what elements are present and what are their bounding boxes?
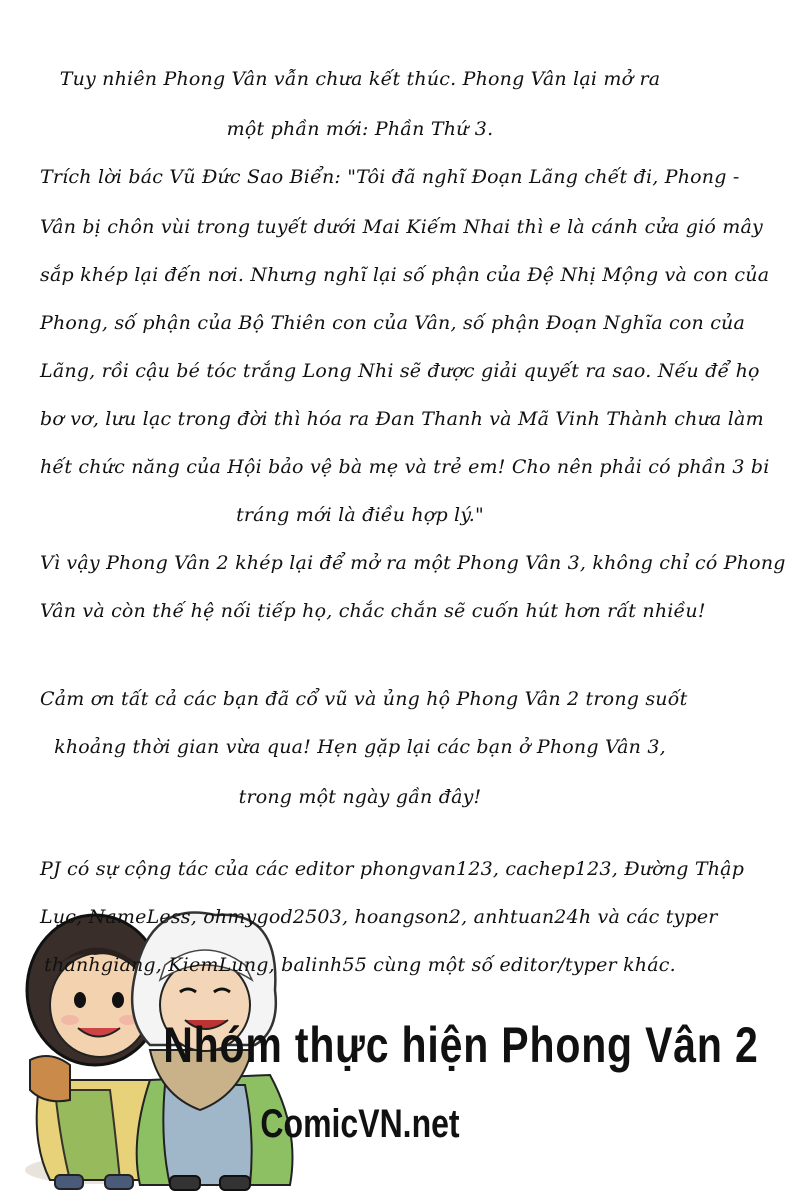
text-line: tráng mới là điều hợp lý." (236, 504, 484, 526)
text-line: sắp khép lại đến nơi. Nhưng nghĩ lại số phận của Đệ Nhị Mộng và con của (40, 264, 770, 286)
text-line: khoảng thời gian vừa qua! Hẹn gặp lại các bạn ở Phong Vân 3, (54, 736, 666, 758)
text-line: Trích lời bác Vũ Đức Sao Biển: "Tôi đã nghĩ Đoạn Lãng chết đi, Phong - (40, 166, 740, 188)
text-line: bơ vơ, lưu lạc trong đời thì hóa ra Đan Thanh và Mã Vinh Thành chưa làm (40, 408, 764, 430)
text-line: Phong, số phận của Bộ Thiên con của Vân, số phận Đoạn Nghĩa con của (40, 312, 745, 334)
text-line: Vì vậy Phong Vân 2 khép lại để mở ra một Phong Vân 3, không chỉ có Phong (40, 552, 786, 574)
credits-title: Nhóm thực hiện Phong Vân 2 (163, 1017, 759, 1073)
text-line: PJ có sự cộng tác của các editor phongvan123, cachep123, Đường Thập (40, 858, 745, 880)
text-line: Vân bị chôn vùi trong tuyết dưới Mai Kiếm Nhai thì e là cánh cửa gió mây (40, 216, 763, 238)
text-line: Lãng, rồi cậu bé tóc trắng Long Nhi sẽ được giải quyết ra sao. Nếu để họ (40, 360, 760, 382)
text-line: Cảm ơn tất cả các bạn đã cổ vũ và ủng hộ Phong Vân 2 trong suốt (40, 688, 688, 710)
text-line: Lục, NameLess, ohmygod2503, hoangson2, anhtuan24h và các typer (40, 906, 718, 928)
credits-site: ComicVN.net (260, 1102, 460, 1146)
text-line: trong một ngày gần đây! (238, 786, 482, 808)
text-line: thanhgiang, KiemLung, balinh55 cùng một số editor/typer khác. (44, 954, 676, 976)
text-line: Vân và còn thế hệ nối tiếp họ, chắc chắn sẽ cuốn hút hơn rất nhiều! (40, 600, 706, 622)
text-line: hết chức năng của Hội bảo vệ bà mẹ và trẻ em! Cho nên phải có phần 3 bi (40, 456, 770, 478)
text-line: Tuy nhiên Phong Vân vẫn chưa kết thúc. Phong Vân lại mở ra (59, 68, 661, 90)
text-line: một phần mới: Phần Thứ 3. (226, 118, 494, 140)
